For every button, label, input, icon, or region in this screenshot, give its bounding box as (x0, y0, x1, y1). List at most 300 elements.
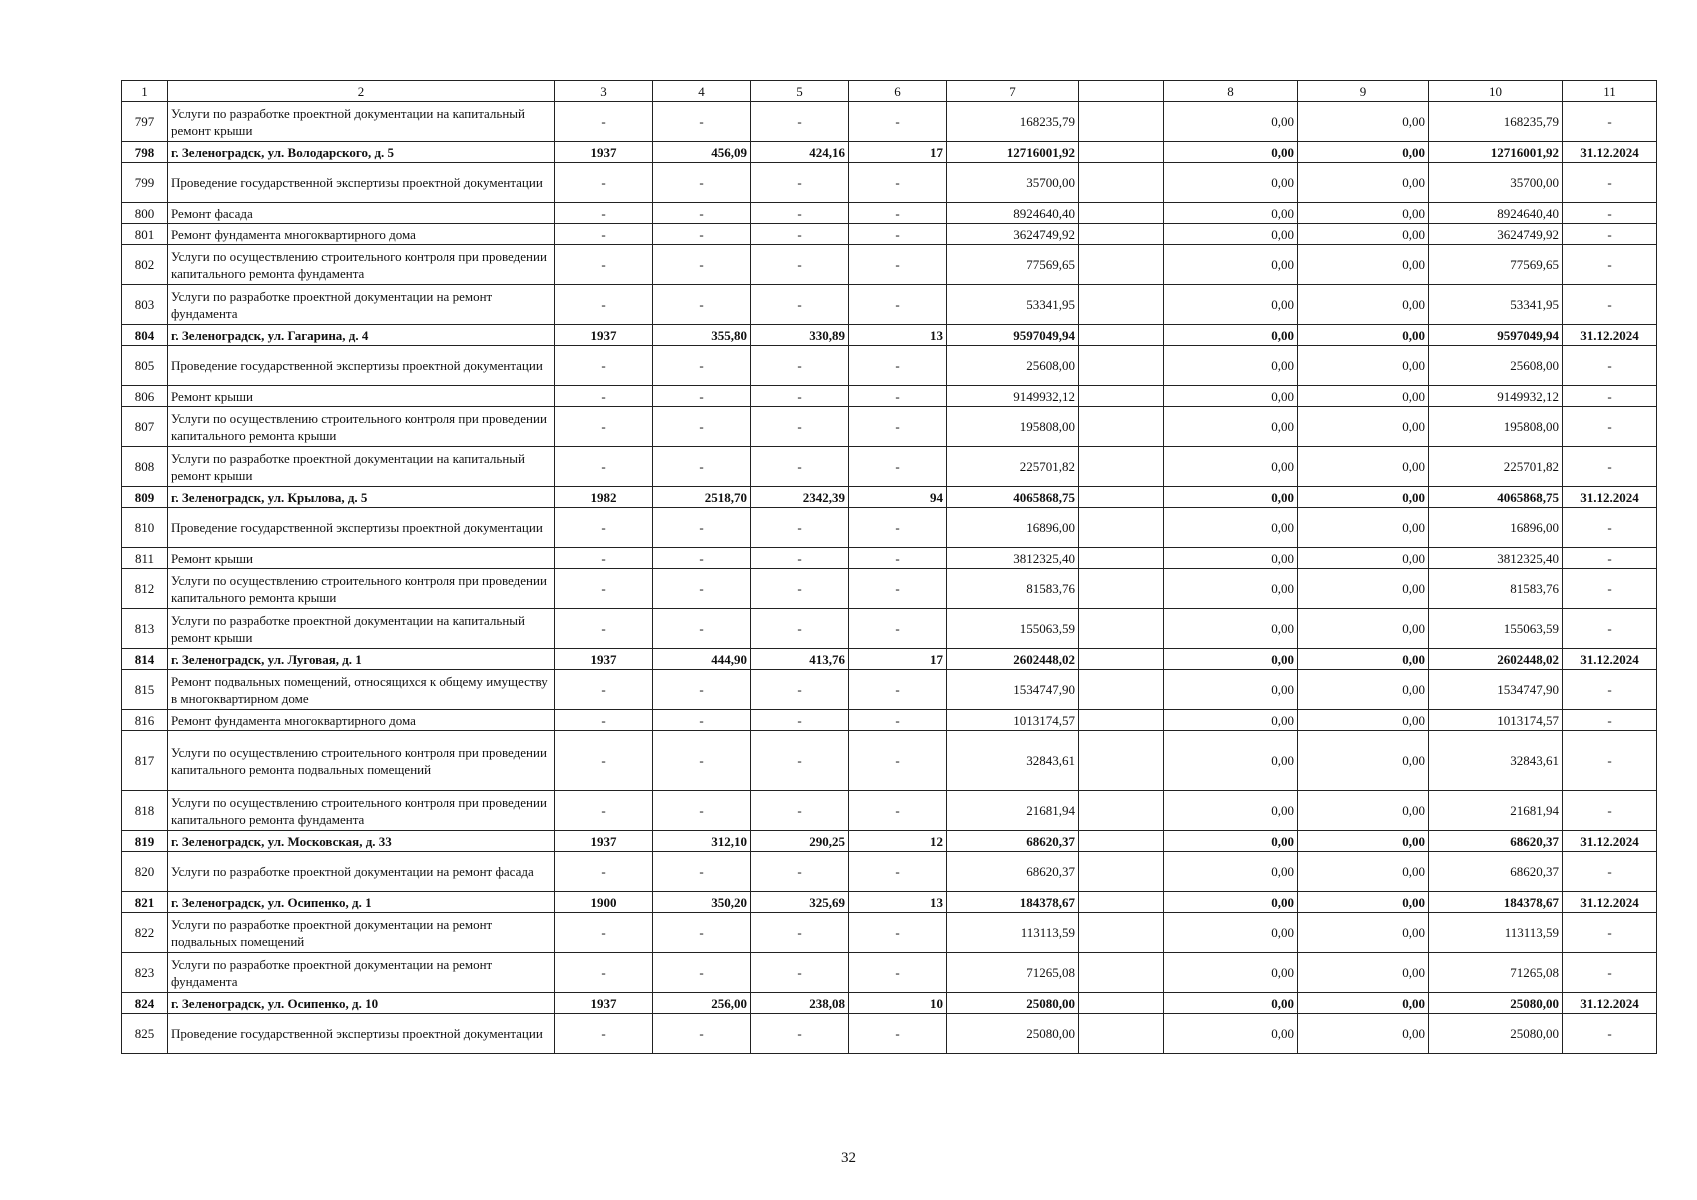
completion-date: - (1563, 163, 1657, 203)
completion-date: - (1563, 569, 1657, 609)
total-cost: 195808,00 (947, 407, 1079, 447)
completion-date: - (1563, 224, 1657, 245)
empty-cell (1079, 163, 1164, 203)
total-cost: 35700,00 (947, 163, 1079, 203)
other-cost: 0,00 (1298, 731, 1429, 791)
total-area: - (653, 407, 751, 447)
residents: 94 (849, 487, 947, 508)
living-area: - (751, 203, 849, 224)
column-header-3: 3 (555, 81, 653, 102)
capital-repair-table (121, 80, 1657, 1054)
build-year: - (555, 285, 653, 325)
empty-cell (1079, 245, 1164, 285)
column-header-10: 9 (1298, 81, 1429, 102)
total-cost: 71265,08 (947, 953, 1079, 993)
address-row (122, 649, 1657, 670)
fund-cost: 0,00 (1164, 852, 1298, 892)
row-name: Проведение государственной экспертизы проектной документации (168, 508, 555, 548)
column-header-5: 5 (751, 81, 849, 102)
total-area: - (653, 791, 751, 831)
residents: - (849, 670, 947, 710)
other-cost: 0,00 (1298, 142, 1429, 163)
row-name: г. Зеленоградск, ул. Володарского, д. 5 (168, 142, 555, 163)
own-funds: 25080,00 (1429, 1014, 1563, 1054)
living-area: - (751, 245, 849, 285)
row-name: Ремонт подвальных помещений, относящихся к общему имуществу в многоквартирном доме (168, 670, 555, 710)
living-area: - (751, 913, 849, 953)
total-cost: 9597049,94 (947, 325, 1079, 346)
completion-date: - (1563, 386, 1657, 407)
total-cost: 77569,65 (947, 245, 1079, 285)
fund-cost: 0,00 (1164, 791, 1298, 831)
residents: - (849, 913, 947, 953)
row-number: 824 (122, 993, 168, 1014)
total-cost: 168235,79 (947, 102, 1079, 142)
column-header-8 (1079, 81, 1164, 102)
row-number: 818 (122, 791, 168, 831)
total-area: - (653, 285, 751, 325)
total-area: - (653, 1014, 751, 1054)
other-cost: 0,00 (1298, 224, 1429, 245)
row-name: Ремонт крыши (168, 386, 555, 407)
table-row (122, 1014, 1657, 1054)
row-number: 809 (122, 487, 168, 508)
table-row (122, 609, 1657, 649)
living-area: - (751, 953, 849, 993)
residents: 10 (849, 993, 947, 1014)
fund-cost: 0,00 (1164, 649, 1298, 670)
table-row (122, 203, 1657, 224)
living-area: - (751, 163, 849, 203)
address-row (122, 487, 1657, 508)
row-number: 822 (122, 913, 168, 953)
empty-cell (1079, 953, 1164, 993)
residents: 13 (849, 325, 947, 346)
fund-cost: 0,00 (1164, 447, 1298, 487)
empty-cell (1079, 791, 1164, 831)
living-area: 325,69 (751, 892, 849, 913)
build-year: - (555, 1014, 653, 1054)
total-area: - (653, 548, 751, 569)
table-row (122, 163, 1657, 203)
table-row (122, 346, 1657, 386)
total-area: 256,00 (653, 993, 751, 1014)
completion-date: 31.12.2024 (1563, 649, 1657, 670)
row-number: 820 (122, 852, 168, 892)
living-area: - (751, 791, 849, 831)
own-funds: 21681,94 (1429, 791, 1563, 831)
row-number: 817 (122, 731, 168, 791)
fund-cost: 0,00 (1164, 569, 1298, 609)
own-funds: 25608,00 (1429, 346, 1563, 386)
table-row (122, 913, 1657, 953)
row-name: г. Зеленоградск, ул. Крылова, д. 5 (168, 487, 555, 508)
residents: - (849, 346, 947, 386)
table-row (122, 386, 1657, 407)
table-row (122, 508, 1657, 548)
completion-date: - (1563, 102, 1657, 142)
address-row (122, 325, 1657, 346)
row-name: Услуги по разработке проектной документации на капитальный ремонт крыши (168, 609, 555, 649)
empty-cell (1079, 670, 1164, 710)
row-name: Проведение государственной экспертизы проектной документации (168, 1014, 555, 1054)
other-cost: 0,00 (1298, 487, 1429, 508)
row-number: 805 (122, 346, 168, 386)
own-funds: 77569,65 (1429, 245, 1563, 285)
total-cost: 53341,95 (947, 285, 1079, 325)
fund-cost: 0,00 (1164, 203, 1298, 224)
address-row (122, 831, 1657, 852)
total-cost: 225701,82 (947, 447, 1079, 487)
completion-date: - (1563, 447, 1657, 487)
total-cost: 16896,00 (947, 508, 1079, 548)
table-row (122, 791, 1657, 831)
total-cost: 3624749,92 (947, 224, 1079, 245)
own-funds: 9149932,12 (1429, 386, 1563, 407)
completion-date: - (1563, 508, 1657, 548)
completion-date: - (1563, 548, 1657, 569)
completion-date: 31.12.2024 (1563, 487, 1657, 508)
living-area: - (751, 710, 849, 731)
completion-date: - (1563, 1014, 1657, 1054)
build-year: - (555, 670, 653, 710)
row-number: 804 (122, 325, 168, 346)
total-area: 444,90 (653, 649, 751, 670)
table-row (122, 407, 1657, 447)
other-cost: 0,00 (1298, 569, 1429, 609)
fund-cost: 0,00 (1164, 224, 1298, 245)
completion-date: 31.12.2024 (1563, 892, 1657, 913)
empty-cell (1079, 142, 1164, 163)
total-cost: 1013174,57 (947, 710, 1079, 731)
residents: - (849, 407, 947, 447)
fund-cost: 0,00 (1164, 407, 1298, 447)
fund-cost: 0,00 (1164, 993, 1298, 1014)
completion-date: - (1563, 285, 1657, 325)
build-year: - (555, 224, 653, 245)
row-number: 819 (122, 831, 168, 852)
fund-cost: 0,00 (1164, 102, 1298, 142)
other-cost: 0,00 (1298, 1014, 1429, 1054)
completion-date: 31.12.2024 (1563, 993, 1657, 1014)
total-area: - (653, 852, 751, 892)
total-cost: 184378,67 (947, 892, 1079, 913)
table-row (122, 548, 1657, 569)
living-area: 2342,39 (751, 487, 849, 508)
fund-cost: 0,00 (1164, 142, 1298, 163)
row-name: Ремонт крыши (168, 548, 555, 569)
residents: - (849, 386, 947, 407)
total-cost: 9149932,12 (947, 386, 1079, 407)
empty-cell (1079, 569, 1164, 609)
residents: 13 (849, 892, 947, 913)
fund-cost: 0,00 (1164, 1014, 1298, 1054)
fund-cost: 0,00 (1164, 325, 1298, 346)
completion-date: - (1563, 609, 1657, 649)
completion-date: - (1563, 791, 1657, 831)
other-cost: 0,00 (1298, 325, 1429, 346)
total-cost: 3812325,40 (947, 548, 1079, 569)
row-number: 813 (122, 609, 168, 649)
total-cost: 1534747,90 (947, 670, 1079, 710)
empty-cell (1079, 649, 1164, 670)
living-area: - (751, 102, 849, 142)
address-row (122, 892, 1657, 913)
column-header-7: 7 (947, 81, 1079, 102)
row-number: 799 (122, 163, 168, 203)
living-area: 330,89 (751, 325, 849, 346)
row-name: г. Зеленоградск, ул. Московская, д. 33 (168, 831, 555, 852)
living-area: - (751, 569, 849, 609)
total-cost: 113113,59 (947, 913, 1079, 953)
completion-date: - (1563, 852, 1657, 892)
total-cost: 25080,00 (947, 993, 1079, 1014)
column-header-12: 11 (1563, 81, 1657, 102)
total-cost: 32843,61 (947, 731, 1079, 791)
total-area: - (653, 102, 751, 142)
own-funds: 184378,67 (1429, 892, 1563, 913)
empty-cell (1079, 407, 1164, 447)
row-name: Услуги по разработке проектной документации на капитальный ремонт крыши (168, 102, 555, 142)
build-year: - (555, 953, 653, 993)
own-funds: 4065868,75 (1429, 487, 1563, 508)
other-cost: 0,00 (1298, 649, 1429, 670)
completion-date: 31.12.2024 (1563, 142, 1657, 163)
residents: - (849, 548, 947, 569)
build-year: - (555, 731, 653, 791)
row-name: Услуги по осуществлению строительного контроля при проведении капитального ремонта крыши (168, 407, 555, 447)
completion-date: - (1563, 670, 1657, 710)
total-area: - (653, 163, 751, 203)
total-area: - (653, 224, 751, 245)
living-area: 424,16 (751, 142, 849, 163)
row-name: Услуги по разработке проектной документации на ремонт фасада (168, 852, 555, 892)
column-header-6: 6 (849, 81, 947, 102)
empty-cell (1079, 447, 1164, 487)
fund-cost: 0,00 (1164, 609, 1298, 649)
completion-date: - (1563, 710, 1657, 731)
living-area: - (751, 407, 849, 447)
living-area: - (751, 508, 849, 548)
own-funds: 32843,61 (1429, 731, 1563, 791)
empty-cell (1079, 1014, 1164, 1054)
completion-date: - (1563, 953, 1657, 993)
row-name: г. Зеленоградск, ул. Луговая, д. 1 (168, 649, 555, 670)
table-row (122, 953, 1657, 993)
row-name: Услуги по разработке проектной документации на ремонт фундамента (168, 285, 555, 325)
living-area: - (751, 670, 849, 710)
own-funds: 168235,79 (1429, 102, 1563, 142)
own-funds: 195808,00 (1429, 407, 1563, 447)
residents: - (849, 245, 947, 285)
residents: - (849, 569, 947, 609)
own-funds: 12716001,92 (1429, 142, 1563, 163)
other-cost: 0,00 (1298, 609, 1429, 649)
residents: 17 (849, 649, 947, 670)
row-name: Услуги по разработке проектной документации на капитальный ремонт крыши (168, 447, 555, 487)
other-cost: 0,00 (1298, 508, 1429, 548)
row-number: 823 (122, 953, 168, 993)
row-name: г. Зеленоградск, ул. Гагарина, д. 4 (168, 325, 555, 346)
fund-cost: 0,00 (1164, 245, 1298, 285)
other-cost: 0,00 (1298, 548, 1429, 569)
residents: - (849, 447, 947, 487)
row-number: 803 (122, 285, 168, 325)
living-area: - (751, 285, 849, 325)
build-year: - (555, 102, 653, 142)
fund-cost: 0,00 (1164, 285, 1298, 325)
other-cost: 0,00 (1298, 913, 1429, 953)
residents: - (849, 791, 947, 831)
row-name: Услуги по осуществлению строительного контроля при проведении капитального ремонта крыши (168, 569, 555, 609)
living-area: - (751, 386, 849, 407)
own-funds: 81583,76 (1429, 569, 1563, 609)
total-area: 355,80 (653, 325, 751, 346)
total-area: - (653, 386, 751, 407)
completion-date: - (1563, 731, 1657, 791)
build-year: - (555, 346, 653, 386)
row-number: 810 (122, 508, 168, 548)
own-funds: 1534747,90 (1429, 670, 1563, 710)
total-area: 350,20 (653, 892, 751, 913)
empty-cell (1079, 346, 1164, 386)
build-year: - (555, 163, 653, 203)
own-funds: 9597049,94 (1429, 325, 1563, 346)
other-cost: 0,00 (1298, 447, 1429, 487)
build-year: - (555, 203, 653, 224)
residents: - (849, 285, 947, 325)
empty-cell (1079, 852, 1164, 892)
row-number: 815 (122, 670, 168, 710)
empty-cell (1079, 831, 1164, 852)
total-cost: 21681,94 (947, 791, 1079, 831)
fund-cost: 0,00 (1164, 548, 1298, 569)
total-cost: 12716001,92 (947, 142, 1079, 163)
living-area: - (751, 548, 849, 569)
row-number: 806 (122, 386, 168, 407)
residents: - (849, 1014, 947, 1054)
own-funds: 3812325,40 (1429, 548, 1563, 569)
total-area: - (653, 203, 751, 224)
header-row (122, 81, 1657, 102)
column-header-11: 10 (1429, 81, 1563, 102)
total-area: - (653, 245, 751, 285)
row-name: Проведение государственной экспертизы проектной документации (168, 346, 555, 386)
column-header-9: 8 (1164, 81, 1298, 102)
row-number: 811 (122, 548, 168, 569)
row-name: Услуги по разработке проектной документации на ремонт фундамента (168, 953, 555, 993)
total-cost: 68620,37 (947, 852, 1079, 892)
own-funds: 16896,00 (1429, 508, 1563, 548)
build-year: 1937 (555, 142, 653, 163)
completion-date: 31.12.2024 (1563, 325, 1657, 346)
residents: - (849, 852, 947, 892)
other-cost: 0,00 (1298, 670, 1429, 710)
total-area: - (653, 609, 751, 649)
total-area: - (653, 508, 751, 548)
row-name: г. Зеленоградск, ул. Осипенко, д. 10 (168, 993, 555, 1014)
total-cost: 68620,37 (947, 831, 1079, 852)
row-name: Услуги по осуществлению строительного контроля при проведении капитального ремонта подвальных помещений (168, 731, 555, 791)
build-year: 1937 (555, 993, 653, 1014)
total-area: 312,10 (653, 831, 751, 852)
own-funds: 25080,00 (1429, 993, 1563, 1014)
column-header-1: 1 (122, 81, 168, 102)
living-area: 413,76 (751, 649, 849, 670)
row-name: Ремонт фундамента многоквартирного дома (168, 224, 555, 245)
row-number: 798 (122, 142, 168, 163)
own-funds: 53341,95 (1429, 285, 1563, 325)
address-row (122, 142, 1657, 163)
total-cost: 81583,76 (947, 569, 1079, 609)
empty-cell (1079, 913, 1164, 953)
row-name: Услуги по разработке проектной документации на ремонт подвальных помещений (168, 913, 555, 953)
total-area: - (653, 670, 751, 710)
table-row (122, 285, 1657, 325)
residents: - (849, 508, 947, 548)
build-year: 1937 (555, 649, 653, 670)
living-area: - (751, 346, 849, 386)
other-cost: 0,00 (1298, 102, 1429, 142)
row-name: Проведение государственной экспертизы проектной документации (168, 163, 555, 203)
row-number: 808 (122, 447, 168, 487)
empty-cell (1079, 386, 1164, 407)
total-cost: 25080,00 (947, 1014, 1079, 1054)
row-number: 816 (122, 710, 168, 731)
table-row (122, 710, 1657, 731)
living-area: - (751, 731, 849, 791)
other-cost: 0,00 (1298, 245, 1429, 285)
completion-date: - (1563, 407, 1657, 447)
empty-cell (1079, 609, 1164, 649)
table-row (122, 569, 1657, 609)
build-year: - (555, 447, 653, 487)
completion-date: - (1563, 245, 1657, 285)
empty-cell (1079, 102, 1164, 142)
build-year: 1937 (555, 325, 653, 346)
total-cost: 25608,00 (947, 346, 1079, 386)
empty-cell (1079, 993, 1164, 1014)
row-number: 812 (122, 569, 168, 609)
row-number: 814 (122, 649, 168, 670)
empty-cell (1079, 710, 1164, 731)
build-year: - (555, 791, 653, 831)
table-row (122, 447, 1657, 487)
other-cost: 0,00 (1298, 203, 1429, 224)
build-year: - (555, 569, 653, 609)
row-name: Услуги по осуществлению строительного контроля при проведении капитального ремонта фундамента (168, 245, 555, 285)
residents: - (849, 102, 947, 142)
row-name: г. Зеленоградск, ул. Осипенко, д. 1 (168, 892, 555, 913)
table-row (122, 852, 1657, 892)
residents: - (849, 953, 947, 993)
residents: - (849, 731, 947, 791)
other-cost: 0,00 (1298, 852, 1429, 892)
completion-date: - (1563, 346, 1657, 386)
fund-cost: 0,00 (1164, 670, 1298, 710)
row-name: Услуги по осуществлению строительного контроля при проведении капитального ремонта фундамента (168, 791, 555, 831)
build-year: 1900 (555, 892, 653, 913)
table-row (122, 102, 1657, 142)
empty-cell (1079, 892, 1164, 913)
build-year: - (555, 710, 653, 731)
residents: 12 (849, 831, 947, 852)
total-area: - (653, 346, 751, 386)
build-year: - (555, 913, 653, 953)
living-area: - (751, 447, 849, 487)
empty-cell (1079, 325, 1164, 346)
build-year: - (555, 386, 653, 407)
